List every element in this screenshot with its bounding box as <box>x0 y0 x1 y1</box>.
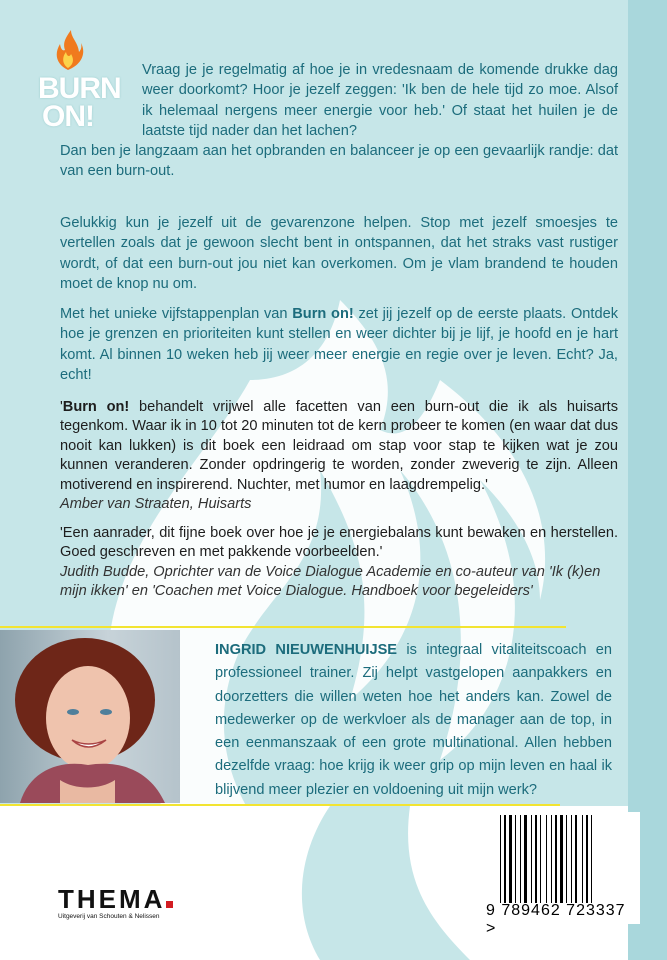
quote1-author: Amber van Straaten, Huisarts <box>60 496 252 513</box>
barcode-bar <box>558 815 559 903</box>
author-name: INGRID NIEUWENHUIJSE <box>215 642 398 658</box>
barcode-bar <box>578 815 581 903</box>
intro-text-indented: Vraag je je regelmatig af hoe je in vredesnaam de komende drukke dag weer doorkomt? Hoor je jezelf zeggen: 'Ik ben de hele tijd zo moe. Alsof ik helemaal nergens meer energie voor heb.' Of staat het huilen je de laatste tijd nader dan het lachen? <box>142 62 618 139</box>
barcode-bar <box>546 815 547 903</box>
barcode-bar <box>591 815 592 903</box>
barcode-bar <box>533 815 534 903</box>
author-photo <box>0 630 180 803</box>
barcode-bar <box>542 815 545 903</box>
barcode-bar <box>502 815 503 903</box>
publisher-subtitle: Uitgeverij van Schouten & Nelissen <box>58 913 160 920</box>
quote-1 <box>60 398 618 514</box>
isbn-number: 9 789462 723337 > <box>486 902 626 937</box>
barcode-bar <box>517 815 519 903</box>
quote2-text: 'Een aanrader, dit fijne boek over hoe je je energiebalans kunt bewaken en herstellen. Goed geschreven en met pakkende voorbeelden.' <box>60 525 618 561</box>
paragraph-3 <box>60 304 618 385</box>
barcode-bar <box>548 815 550 903</box>
barcode-bar <box>538 815 539 903</box>
intro-paragraph <box>60 60 618 182</box>
barcode-bar <box>564 815 565 903</box>
barcode-bar <box>515 815 516 903</box>
blue-flame-shape <box>302 806 470 960</box>
barcode-bar <box>504 815 506 903</box>
author-bio-text: is integraal vitaliteitscoach en professioneel trainer. Zij helpt vastgelopen aanpakkers en doorzetters die willen weten hoe het anders kan. Zowel de medewerker op de werkvloer als de manager aan de top, in een eenmanszaak of een grote multinational. Allen hebben dezelfde vraag: hoe krijg ik weer grip op mijn leven en haal ik blijvend meer plezier en voldoening uit mijn werk? <box>215 642 613 798</box>
author-bio <box>215 639 612 802</box>
barcode-bar <box>522 815 523 903</box>
barcode-bar <box>535 815 537 903</box>
barcode-bar <box>568 815 570 903</box>
p3-text: Met het unieke vijfstappenplan van <box>60 306 293 322</box>
logo-word-on: ON! <box>42 100 94 133</box>
intro-text-rest: Dan ben je langzaam aan het opbranden en balanceer je op een gevaarlijk randje: dat van een burn-out. <box>60 143 618 180</box>
barcode-bar <box>586 815 588 903</box>
barcode-bar <box>509 815 512 903</box>
p3-text-after: zet jij jezelf op de eerste plaats. Ontdek hoe je grenzen en prioriteiten kunt stellen en weer dichter bij je lijf, je hoofd en je hart komt. Al binnen 10 weken heb jij weer meer energie en regie over je leven. Echt? Ja, echt! <box>60 306 618 383</box>
yellow-divider-top <box>0 626 566 628</box>
barcode-bar <box>540 815 541 903</box>
quote1-text: behandelt vrijwel alle facetten van een burn-out die ik als huisarts tegenkom. Waar ik in 10 tot 20 minuten tot de kern probeer te komen (en waar dat dus nooit kan lukken) is dit boek een leidraad om stap voor stap te kijken wat je zou kunnen veranderen. Zonder opdringerig te worden, zonder zweverig te zijn. Alleen motiverend en inspirerend. Nuchter, met humor en laagdrempelig.' <box>60 399 618 493</box>
barcode-bar <box>582 815 583 903</box>
barcode-bar <box>528 815 530 903</box>
barcode-bar <box>500 815 501 903</box>
p3-bold-title: Burn on! <box>292 306 354 322</box>
logo-word-burn: BURN <box>38 72 121 105</box>
paragraph-2: Gelukkig kun je jezelf uit de gevarenzone helpen. Stop met jezelf smoesjes te vertellen zoals dat je gewoon slecht bent in ontspannen, dat het straks vast rustiger wordt, of dat een burn-out jou niet kan overkomen. Om je vlam brandend te houden moet de knop nu om. <box>60 215 618 292</box>
yellow-divider-bottom <box>0 804 560 806</box>
author-portrait-illustration <box>0 630 180 803</box>
barcode-bar <box>589 815 590 903</box>
barcode-bar <box>553 815 554 903</box>
quote2-author: Judith Budde, Oprichter van de Voice Dialogue Academie en co-auteur van 'Ik (k)en mijn ikken' en 'Coachen met Voice Dialogue. Handboek voor begeleiders' <box>60 563 601 600</box>
barcode-bar <box>571 815 572 903</box>
quote-2 <box>60 524 618 602</box>
barcode-bars <box>500 815 626 903</box>
barcode-bar <box>575 815 577 903</box>
barcode-bar <box>531 815 532 903</box>
barcode-bar <box>513 815 514 903</box>
isbn-barcode <box>478 812 640 937</box>
barcode-bar <box>584 815 585 903</box>
barcode-bar <box>560 815 563 903</box>
publisher-name: THEMA <box>58 884 166 914</box>
barcode-bar <box>507 815 508 903</box>
publisher-logo-dot <box>166 901 173 908</box>
quote1-bold-title: Burn on! <box>62 399 130 415</box>
barcode-bar <box>524 815 527 903</box>
publisher-logo <box>58 884 173 920</box>
barcode-bar <box>555 815 557 903</box>
quote-mark: ' <box>60 399 63 415</box>
barcode-bar <box>520 815 521 903</box>
barcode-bar <box>573 815 574 903</box>
barcode-bar <box>551 815 552 903</box>
barcode-bar <box>566 815 567 903</box>
